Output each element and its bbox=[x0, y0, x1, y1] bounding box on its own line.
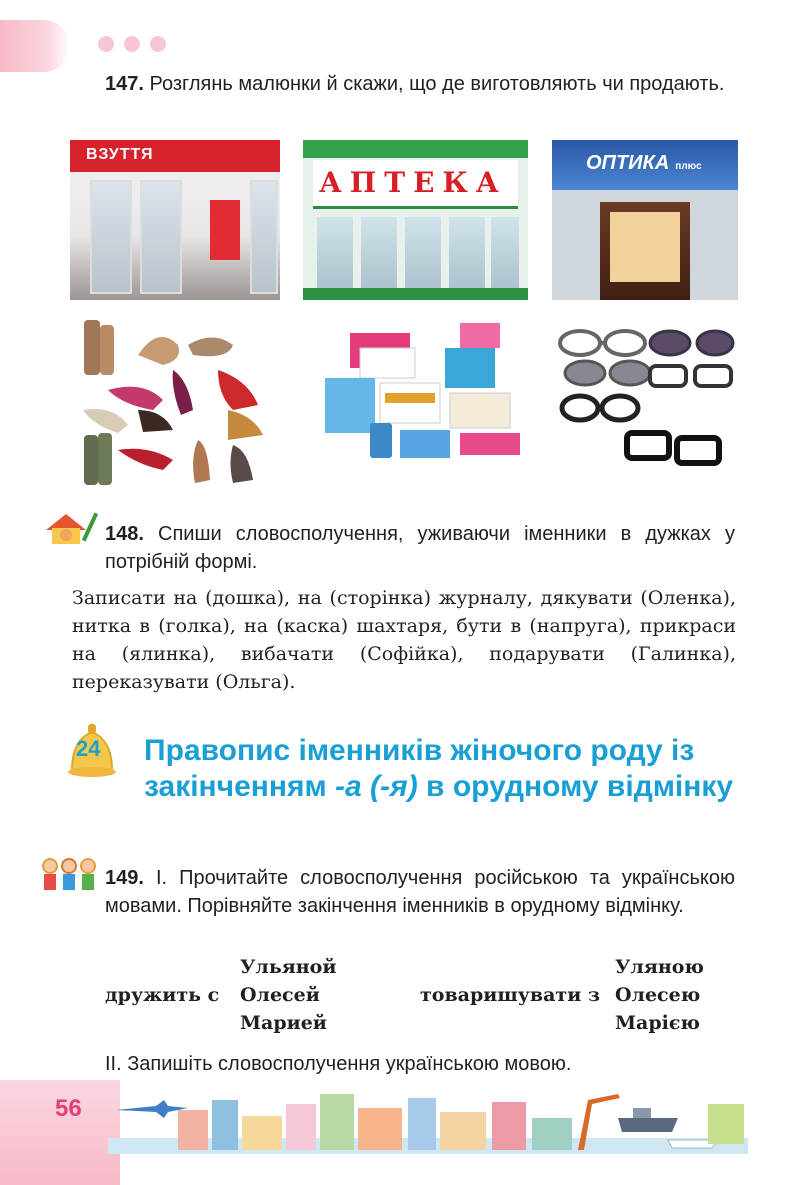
eyeglasses-picture bbox=[555, 318, 735, 488]
ru-word: Ульяной bbox=[240, 956, 337, 978]
exercise-148-task: Записати на (дошка), на (сторінка) журналу, дякувати (Оленка), нитка в (голка), на (каска) шахтаря, бути в (напруга), прикраси на (ялинка), вибачати (Софійка), подарувати (Галинка), переказувати (Ольга). bbox=[72, 587, 736, 693]
lesson-title-ending: -а (-я) bbox=[335, 770, 418, 803]
top-corner-decoration bbox=[0, 20, 70, 72]
exercise-instruction: Розглянь малюнки й скажи, що де виготовляють чи продають. bbox=[143, 73, 725, 95]
exercise-instruction: Спиши словосполучення, уживаючи іменники в дужках у потрібній формі. bbox=[105, 523, 735, 573]
uk-word: Уляною bbox=[615, 956, 704, 978]
exercise-148 bbox=[105, 520, 735, 576]
pharmacy-sign: АПТЕКА bbox=[319, 166, 507, 199]
lesson-number: 24 bbox=[76, 736, 101, 761]
ru-word: Марией bbox=[240, 1012, 327, 1034]
exercise-instruction: І. Прочитайте словосполучення російською та українською мовами. Порівняйте закінчення іменників в орудному відмінку. bbox=[105, 867, 735, 917]
lesson-title: Правопис іменників жіночого роду із закінченням -а (-я) в орудному відмінку bbox=[144, 734, 734, 803]
house-icon bbox=[42, 508, 100, 546]
ru-verb: дружить с bbox=[105, 984, 220, 1006]
pharmacy-photo bbox=[303, 140, 528, 300]
exercise-number: 149. bbox=[105, 867, 144, 889]
optics-sign: ОПТИКА плюс bbox=[586, 152, 702, 174]
uk-word: Олесею bbox=[615, 984, 701, 1006]
shoes-picture bbox=[78, 315, 278, 490]
exercise-number: 147. bbox=[105, 73, 144, 95]
ru-word: Олесей bbox=[240, 984, 320, 1006]
shoe-store-sign: ВЗУТТЯ bbox=[86, 146, 154, 163]
decorative-dots bbox=[98, 36, 176, 57]
exercise-149 bbox=[105, 864, 735, 920]
shoe-store-photo bbox=[70, 140, 280, 300]
exercise-number: 148. bbox=[105, 523, 144, 545]
kids-icon bbox=[38, 856, 100, 892]
exercise-149-part2: ІІ. Запишіть словосполучення українською мовою. bbox=[105, 1053, 572, 1075]
optics-store-photo bbox=[552, 140, 738, 300]
medicines-picture bbox=[320, 318, 530, 468]
city-illustration bbox=[108, 1090, 748, 1154]
exercise-147 bbox=[105, 70, 735, 98]
uk-verb: товаришувати з bbox=[420, 984, 601, 1006]
uk-word: Марією bbox=[615, 1012, 700, 1034]
page-number: 56 bbox=[55, 1095, 82, 1122]
